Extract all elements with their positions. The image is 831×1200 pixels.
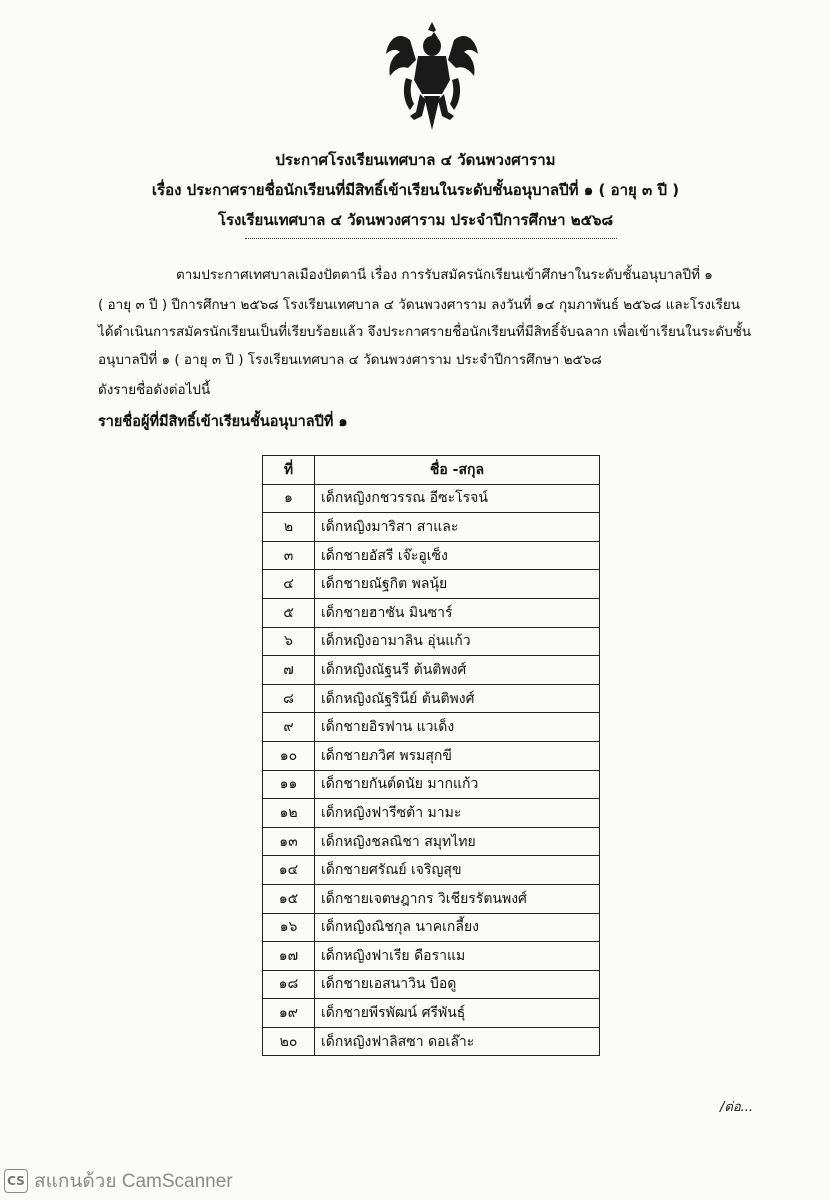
row-number: ๑๓ [263,827,315,856]
student-name: เด็กชายเจตษฎากร วิเชียรรัตนพงศ์ [315,884,600,913]
table-row [263,627,600,656]
body-paragraph-line-5: ดังรายชื่อดังต่อไปนี้ [98,382,211,398]
row-number: ๔ [263,570,315,599]
student-name: เด็กชายอัสรี เจ๊ะอูเซ็ง [315,541,600,570]
body-paragraph-line-4: อนุบาลปีที่ ๑ ( อายุ ๓ ปี ) โรงเรียนเทศบาล ๔ วัดนพวงศาราม ประจำปีการศึกษา ๒๕๖๘ [98,352,602,368]
table-row [263,713,600,742]
row-number: ๑๘ [263,970,315,999]
student-name: เด็กชายภวิศ พรมสุกขี [315,741,600,770]
row-number: ๑๕ [263,884,315,913]
row-number: ๖ [263,627,315,656]
body-paragraph-line-3: ได้ดำเนินการสมัครนักเรียนเป็นที่เรียบร้อยแล้ว จึงประกาศรายชื่อนักเรียนที่มีสิทธิ์จับฉลาก เพื่อเข้าเรียนในระดับชั้น [98,324,752,340]
row-number: ๙ [263,713,315,742]
row-number: ๑๔ [263,856,315,885]
row-number: ๑๙ [263,999,315,1028]
student-name: เด็กหญิงฟาลิสซา ดอเล๊าะ [315,1027,600,1056]
student-name: เด็กหญิงชลณิชา สมุทไทย [315,827,600,856]
row-number: ๒ [263,513,315,542]
table-row [263,970,600,999]
camscanner-logo-icon: CS [4,1169,28,1193]
table-row [263,1027,600,1056]
column-header-number: ที่ [263,456,315,485]
table-row [263,484,600,513]
row-number: ๗ [263,656,315,685]
table-row [263,541,600,570]
student-name: เด็กชายพีรพัฒน์ ศรีพันธุ์ [315,999,600,1028]
student-name: เด็กชายกันต์ดนัย มากแก้ว [315,770,600,799]
table-row [263,884,600,913]
table-row [263,656,600,685]
student-name: เด็กหญิงณิชกุล นาคเกลี้ยง [315,913,600,942]
student-name: เด็กชายอิรฟาน แวเด็ง [315,713,600,742]
table-row [263,770,600,799]
garuda-emblem-icon [380,20,484,138]
table-row [263,856,600,885]
row-number: ๑ [263,484,315,513]
body-paragraph-line-1: ตามประกาศเทศบาลเมืองปัตตานี เรื่อง การรับสมัครนักเรียนเข้าศึกษาในระดับชั้นอนุบาลปีที่ ๑ [176,267,713,283]
row-number: ๑๐ [263,741,315,770]
student-name: เด็กหญิงณัฐรินีย์ ต้นติพงศ์ [315,684,600,713]
row-number: ๑๗ [263,942,315,971]
row-number: ๒๐ [263,1027,315,1056]
row-number: ๘ [263,684,315,713]
body-paragraph-line-2: ( อายุ ๓ ปี ) ปีการศึกษา ๒๕๖๘ โรงเรียนเทศบาล ๔ วัดนพวงศาราม ลงวันที่ ๑๔ กุมภาพันธ์ ๒๕๖๘ และโรงเรียน [98,297,740,313]
row-number: ๕ [263,598,315,627]
table-row [263,999,600,1028]
camscanner-text: สแกนด้วย CamScanner [34,1171,233,1192]
student-name: เด็กชายศรัณย์ เจริญสุข [315,856,600,885]
student-roster-table [262,455,600,1056]
column-header-name: ชื่อ -สกุล [315,456,600,485]
table-row [263,913,600,942]
table-row [263,570,600,599]
student-name: เด็กชายณัฐกิต พลนุ้ย [315,570,600,599]
table-row [263,598,600,627]
student-name: เด็กหญิงมาริสา สาและ [315,513,600,542]
table-row [263,942,600,971]
row-number: ๑๖ [263,913,315,942]
table-row [263,684,600,713]
continuation-mark: /ต่อ... [720,1100,754,1115]
row-number: ๓ [263,541,315,570]
table-row [263,827,600,856]
row-number: ๑๒ [263,799,315,828]
table-header-row [263,456,600,485]
student-name: เด็กหญิงฟารีซต้า มามะ [315,799,600,828]
student-name: เด็กหญิงฟาเรีย ดือราแม [315,942,600,971]
announcement-title: ประกาศโรงเรียนเทศบาล ๔ วัดนพวงศาราม [275,151,556,169]
list-title: รายชื่อผู้ที่มีสิทธิ์เข้าเรียนชั้นอนุบาลปีที่ ๑ [98,414,348,430]
table-row [263,513,600,542]
dotted-divider [245,238,617,239]
row-number: ๑๑ [263,770,315,799]
student-name: เด็กหญิงณัฐนรี ต้นติพงศ์ [315,656,600,685]
table-row [263,799,600,828]
camscanner-watermark [4,1166,233,1196]
student-name: เด็กหญิงอามาลิน อุ่นแก้ว [315,627,600,656]
announcement-school-year: โรงเรียนเทศบาล ๔ วัดนพวงศาราม ประจำปีการศึกษา ๒๕๖๘ [217,211,614,229]
table-row [263,741,600,770]
student-name: เด็กชายเอสนาวิน บือดู [315,970,600,999]
announcement-subject: เรื่อง ประกาศรายชื่อนักเรียนที่มีสิทธิ์เข้าเรียนในระดับชั้นอนุบาลปีที่ ๑ ( อายุ ๓ ปี ) [151,181,680,199]
student-name: เด็กหญิงกชวรรณ อีซะโรจน์ [315,484,600,513]
student-name: เด็กชายฮาซัน มินซาร์ [315,598,600,627]
